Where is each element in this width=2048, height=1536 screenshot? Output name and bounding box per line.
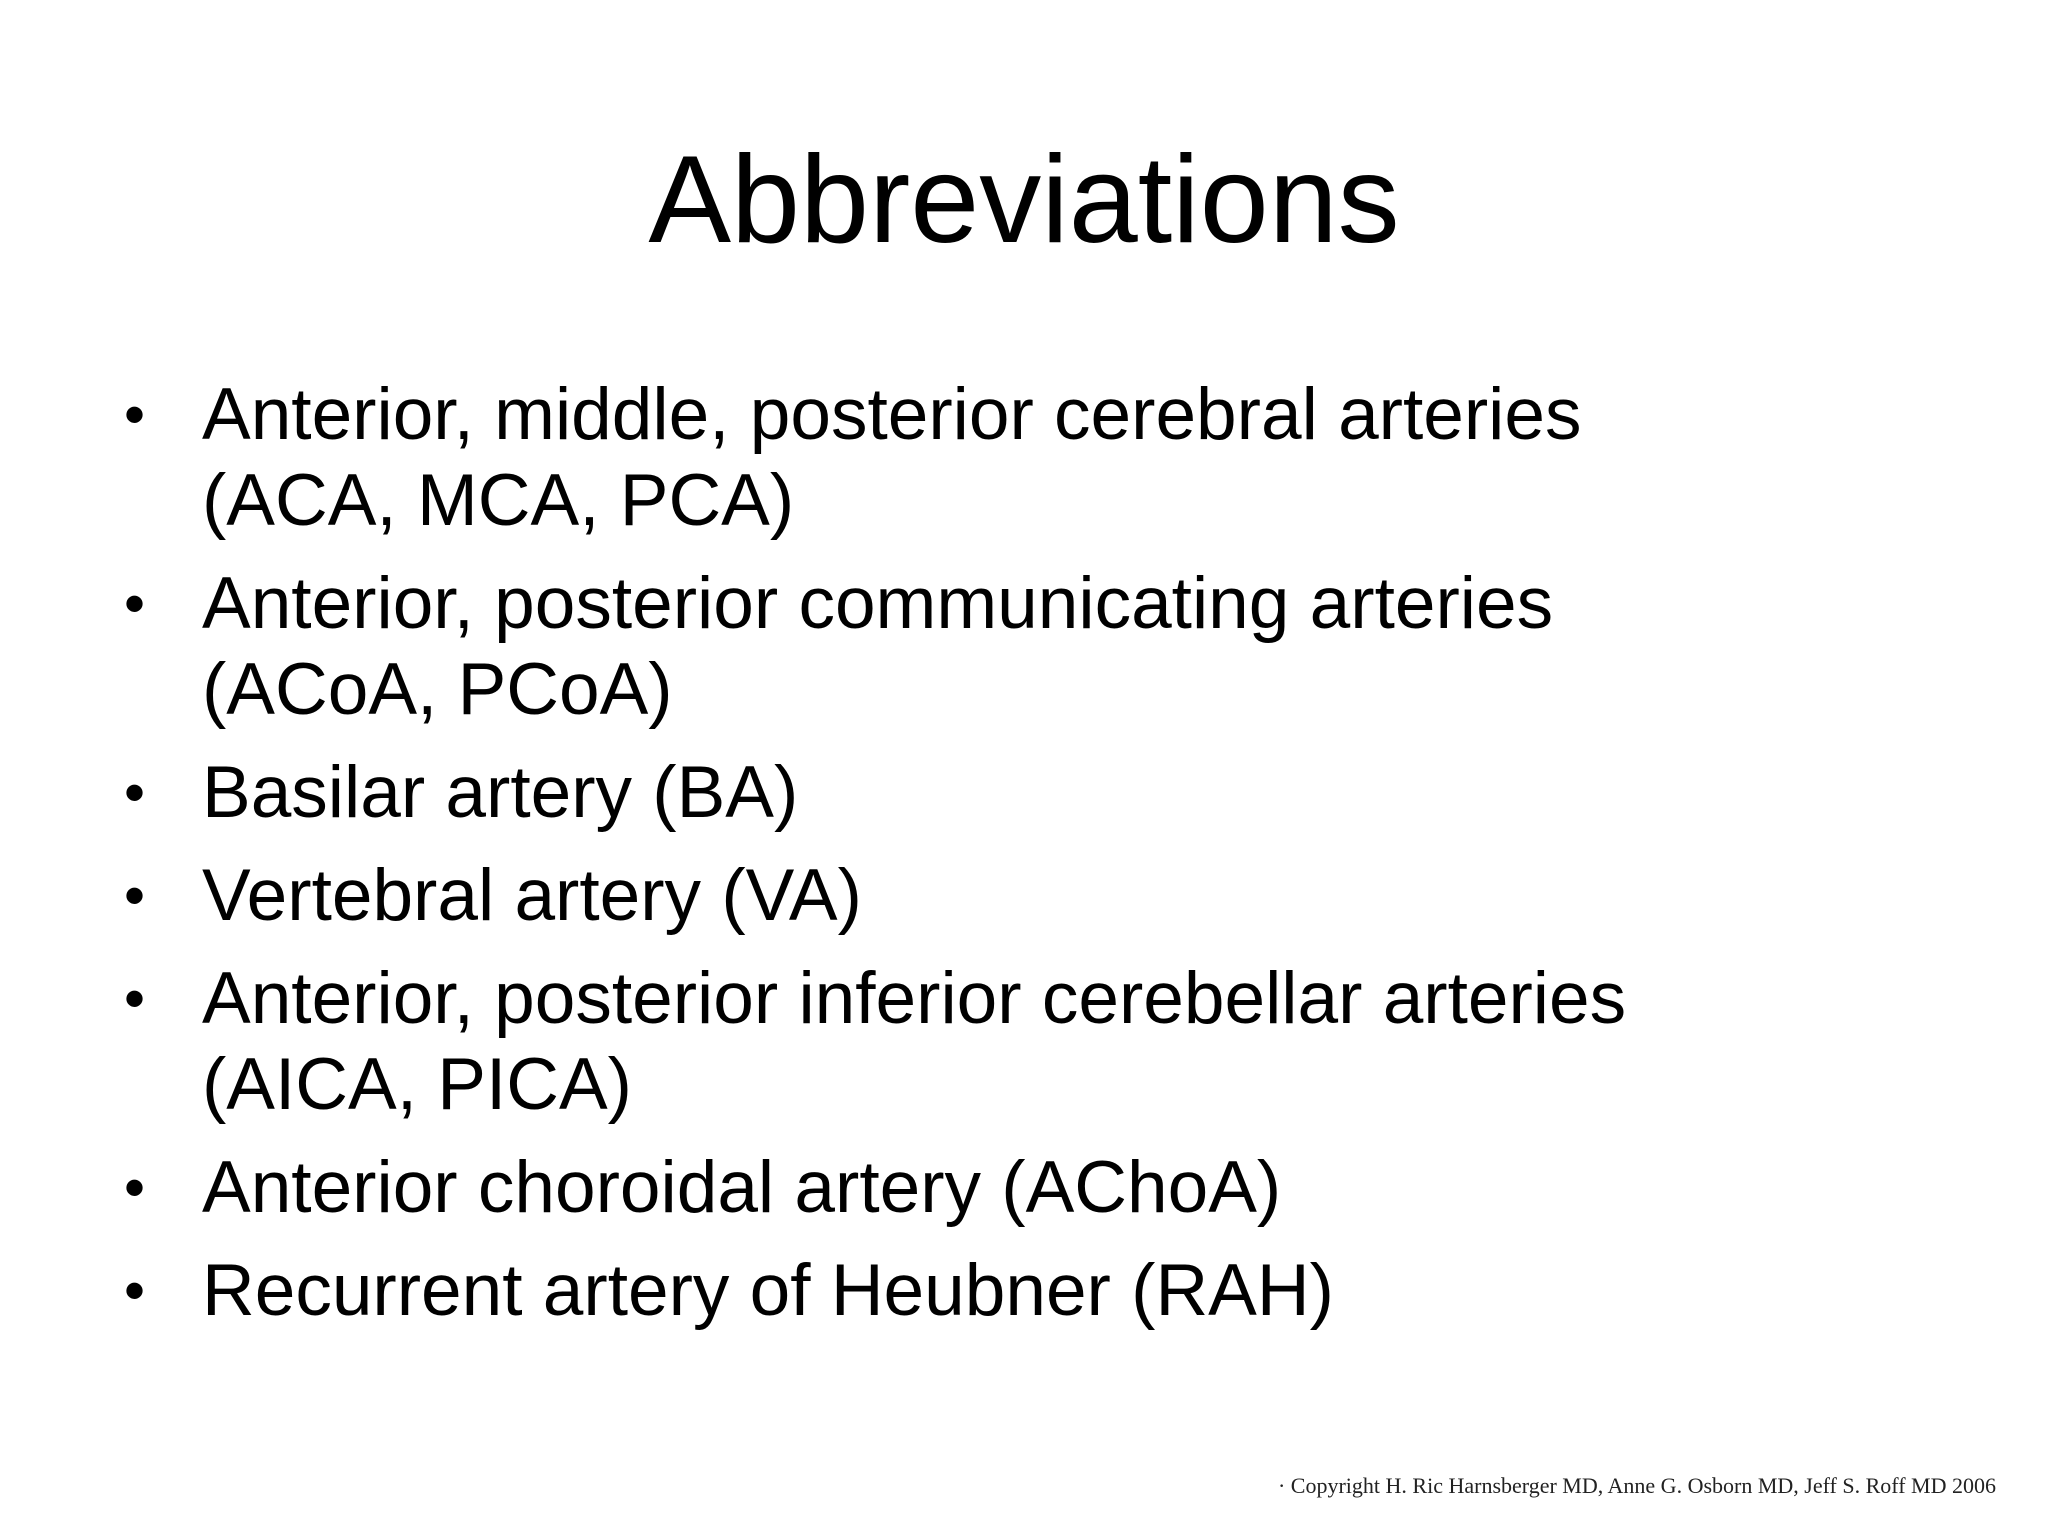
bullet-icon: • (124, 1257, 146, 1324)
bullet-icon: • (124, 862, 146, 929)
bullet-list (118, 372, 1968, 1351)
bullet-text-line: Anterior, posterior inferior cerebellar arteries (202, 958, 1627, 1039)
list-item (118, 750, 1968, 836)
copyright-notice: · Copyright H. Ric Harnsberger MD, Anne G. Osborn MD, Jeff S. Roff MD 2006 (1277, 1473, 1996, 1498)
bullet-text-line: Vertebral artery (VA) (202, 855, 862, 936)
list-item (118, 956, 1968, 1128)
list-item (118, 561, 1968, 733)
bullet-text-line: Anterior, posterior communicating arteries (202, 563, 1554, 644)
list-item (118, 853, 1968, 939)
bullet-icon: • (124, 1154, 146, 1221)
bullet-icon: • (124, 759, 146, 826)
list-item (118, 1145, 1968, 1231)
bullet-text-line: (ACA, MCA, PCA) (202, 460, 795, 541)
bullet-text-line: Anterior choroidal artery (AChoA) (202, 1147, 1282, 1228)
bullet-text-line: Basilar artery (BA) (202, 752, 799, 833)
bullet-icon: • (124, 381, 146, 448)
bullet-text-line: (ACoA, PCoA) (202, 649, 673, 730)
bullet-icon: • (124, 570, 146, 637)
bullet-text-line: (AICA, PICA) (202, 1044, 632, 1125)
list-item (118, 1248, 1968, 1334)
slide-title: Abbreviations (648, 131, 1400, 269)
bullet-text-line: Recurrent artery of Heubner (RAH) (202, 1250, 1334, 1331)
bullet-icon: • (124, 965, 146, 1032)
bullet-text-line: Anterior, middle, posterior cerebral arteries (202, 374, 1582, 455)
list-item (118, 372, 1968, 544)
